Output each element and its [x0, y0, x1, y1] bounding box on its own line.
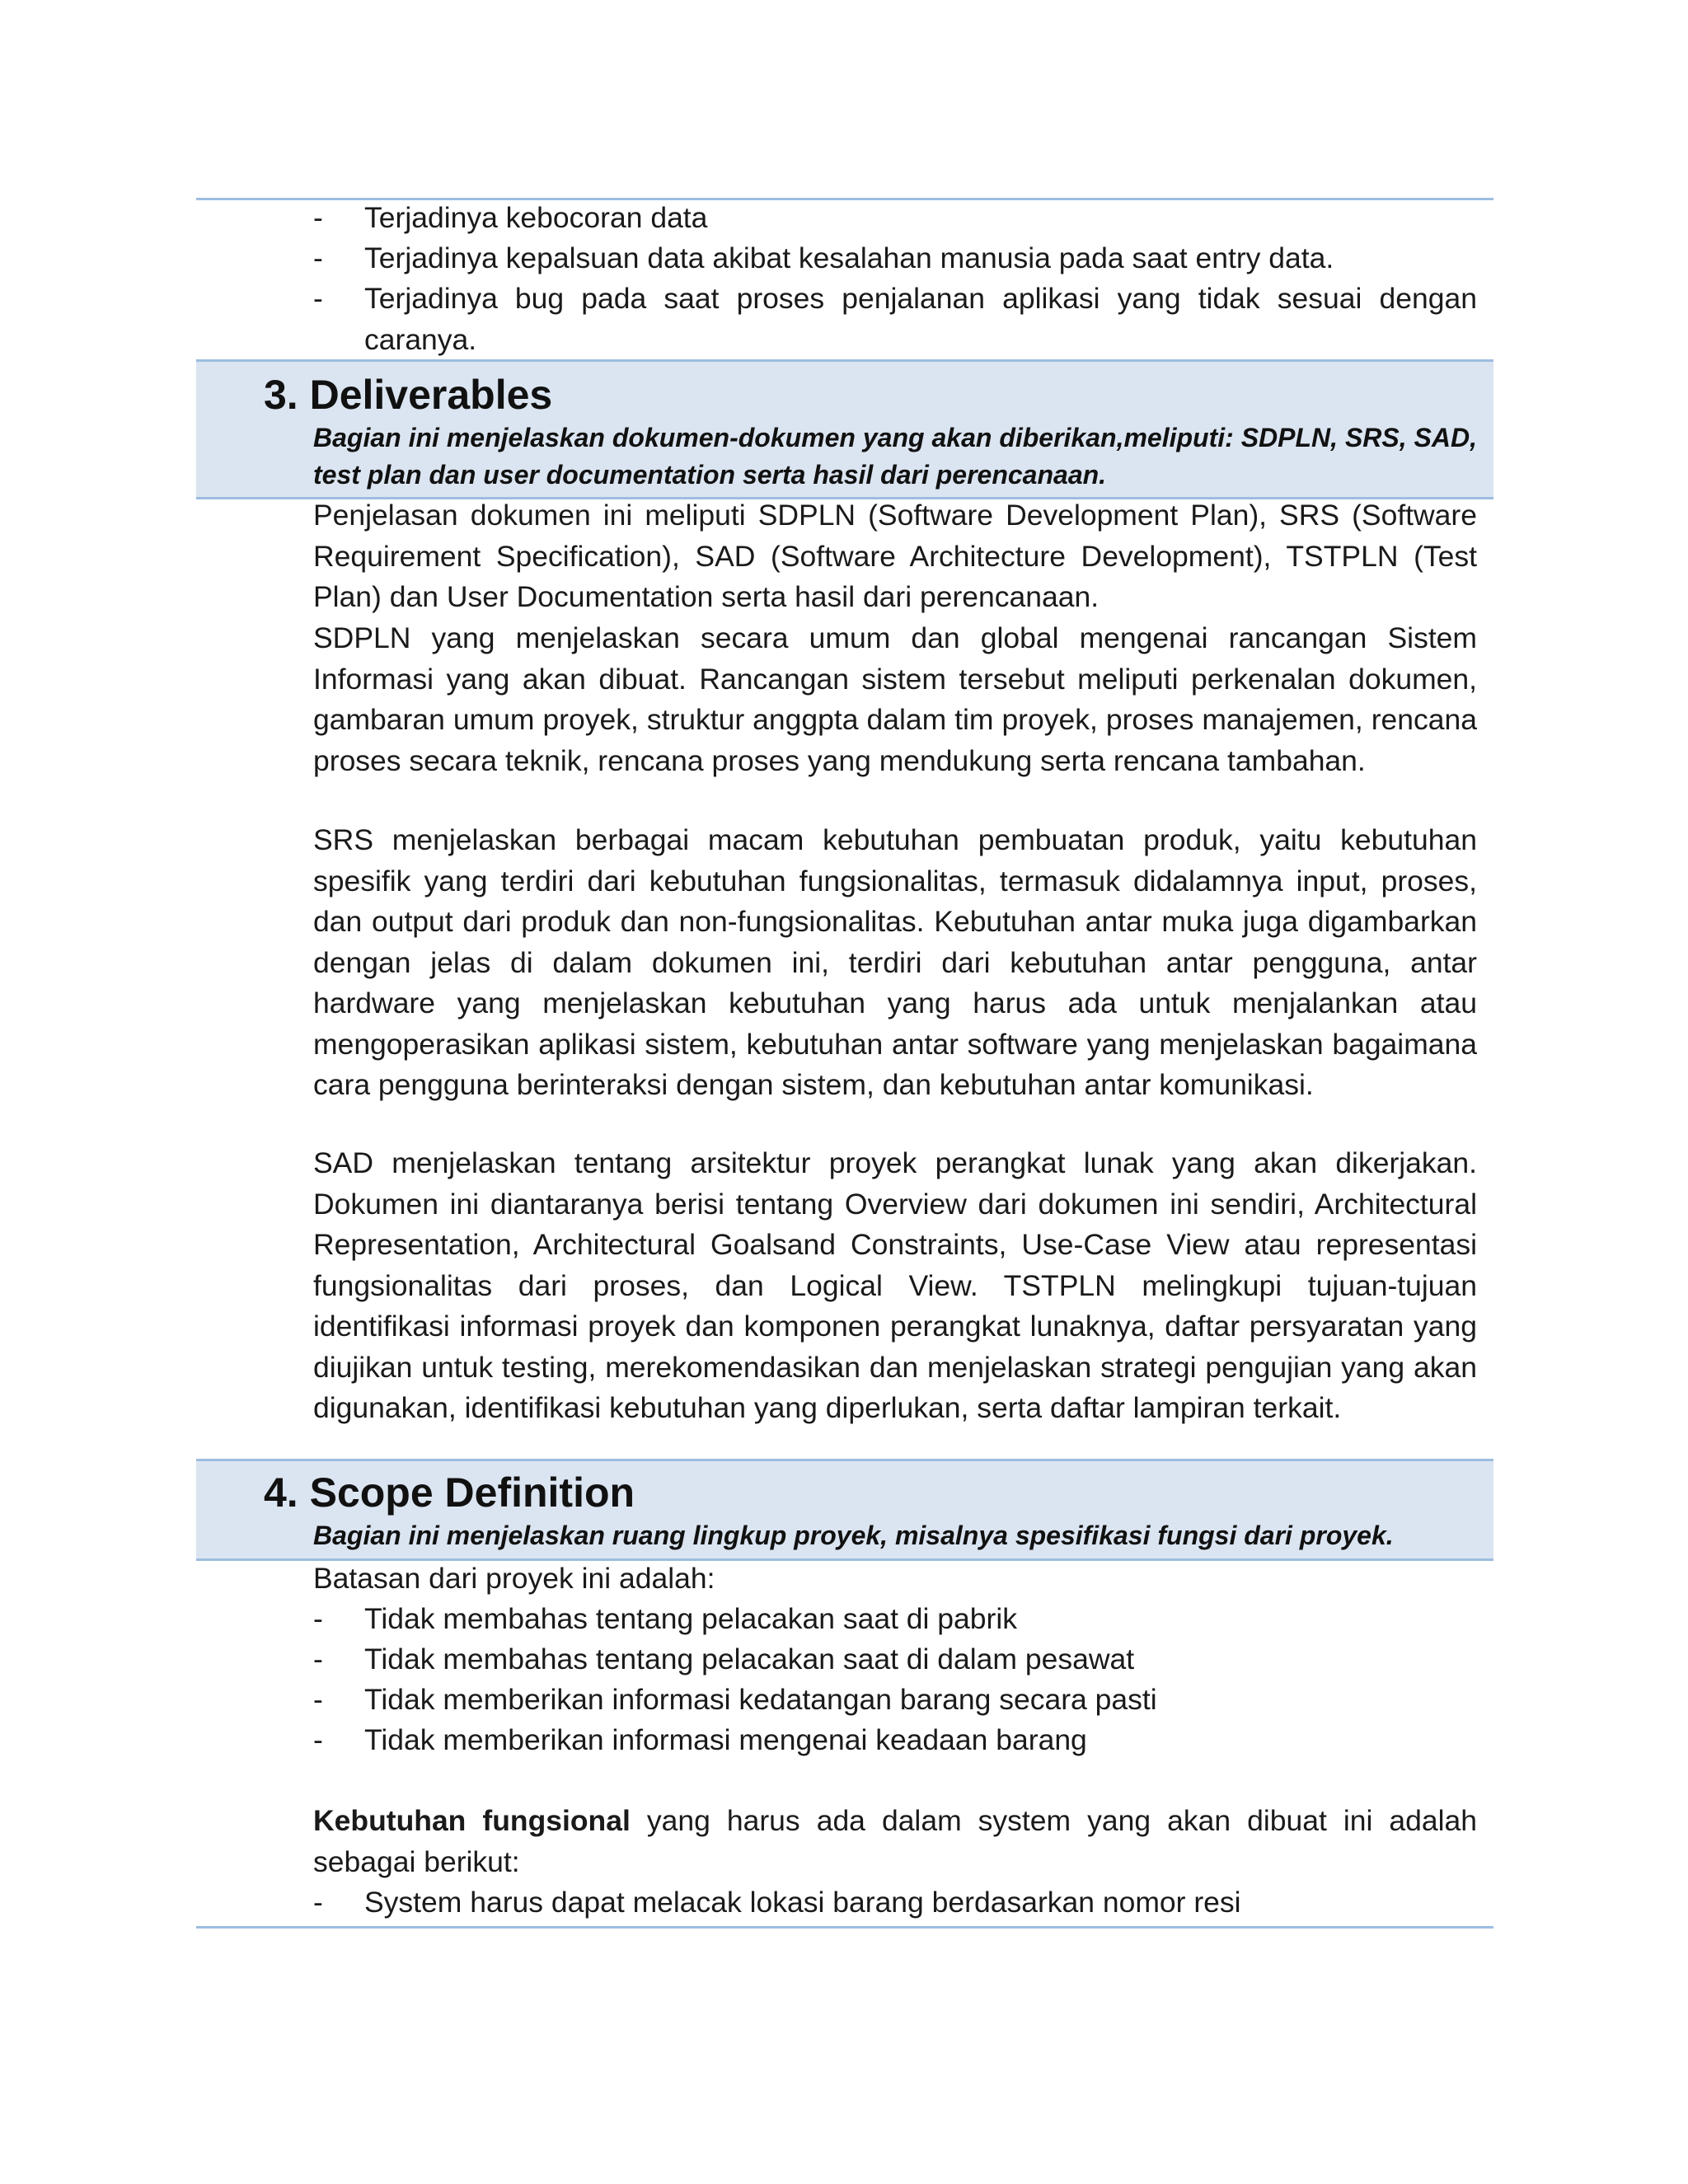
section-4-subtitle: Bagian ini menjelaskan ruang lingkup proyek, misalnya spesifikasi fungsi dari proyek. [313, 1521, 1394, 1550]
list-item [305, 1639, 1477, 1680]
section-3-header [196, 359, 1493, 499]
section-3-subtitle: Bagian ini menjelaskan dokumen-dokumen yang akan diberikan,meliputi: SDPLN, SRS, SAD, test plan dan user documentation serta hasil dari perencanaan. [313, 423, 1477, 490]
bullet-dash: - [313, 1886, 323, 1919]
paragraph: Batasan dari proyek ini adalah: [313, 1562, 715, 1595]
list-item-text: Terjadinya kebocoran data [364, 201, 708, 234]
list-item [305, 1882, 1477, 1924]
bullet-dash: - [313, 1643, 323, 1675]
list-item-text: Tidak membahas tentang pelacakan saat di dalam pesawat [364, 1643, 1135, 1675]
section-4-header [196, 1459, 1493, 1561]
bottom-rule [196, 1926, 1493, 1929]
bullet-dash: - [313, 241, 323, 274]
section-4-title: 4. Scope Definition [264, 1469, 635, 1516]
list-item-text: Tidak memberikan informasi mengenai keadaan barang [364, 1723, 1087, 1756]
list-item [305, 1599, 1477, 1640]
paragraph [313, 1801, 1477, 1882]
list-item-text: System harus dapat melacak lokasi barang berdasarkan nomor resi [364, 1886, 1241, 1919]
bullet-dash: - [313, 1602, 323, 1635]
section-3-title: 3. Deliverables [264, 372, 553, 418]
bullet-dash: - [313, 1723, 323, 1756]
paragraph-text: yang harus ada dalam system yang akan dibuat ini adalah sebagai berikut: [313, 1804, 1477, 1878]
list-item [305, 238, 1477, 279]
bullet-dash: - [313, 201, 323, 234]
list-item-text: Terjadinya bug pada saat proses penjalanan aplikasi yang tidak sesuai dengan caranya. [364, 282, 1477, 356]
bold-term: Kebutuhan fungsional [313, 1804, 631, 1837]
paragraph: Penjelasan dokumen ini meliputi SDPLN (Software Development Plan), SRS (Software Requirement Specification), SAD (Software Architecture Development), TSTPLN (Test Plan) dan User Documentation serta hasil dari perencanaan. [313, 499, 1477, 613]
list-item [305, 1680, 1477, 1721]
list-item-text: Terjadinya kepalsuan data akibat kesalahan manusia pada saat entry data. [364, 241, 1334, 274]
list-item-text: Tidak memberikan informasi kedatangan barang secara pasti [364, 1683, 1157, 1716]
list-item [305, 1720, 1477, 1761]
paragraph: SDPLN yang menjelaskan secara umum dan global mengenai rancangan Sistem Informasi yang akan dibuat. Rancangan sistem tersebut meliputi perkenalan dokumen, gambaran umum proyek, struktur anggpta dalam tim proyek, proses manajemen, rencana proses secara teknik, rencana proses yang mendukung serta rencana tambahan. [313, 621, 1477, 777]
bullet-dash: - [313, 1683, 323, 1716]
list-item [305, 279, 1477, 360]
paragraph: SAD menjelaskan tentang arsitektur proyek perangkat lunak yang akan dikerjakan. Dokumen ini diantaranya berisi tentang Overview dari dokumen ini sendiri, Architectural Representation, Architectural Goalsand Constraints, Use-Case View atau representasi fungsionalitas dari proses, dan Logical View. TSTPLN melingkupi tujuan-tujuan identifikasi informasi proyek dan komponen perangkat lunaknya, daftar persyaratan yang diujikan untuk testing, merekomendasikan dan menjelaskan strategi pengujian yang akan digunakan, identifikasi kebutuhan yang diperlukan, serta daftar lampiran terkait. [313, 1146, 1477, 1424]
bullet-dash: - [313, 282, 323, 315]
paragraph: SRS menjelaskan berbagai macam kebutuhan pembuatan produk, yaitu kebutuhan spesifik yang terdiri dari kebutuhan fungsionalitas, termasuk didalamnya input, proses, dan output dari produk dan non-fungsionalitas. Kebutuhan antar muka juga digambarkan dengan jelas di dalam dokumen ini, terdiri dari kebutuhan antar pengguna, antar hardware yang menjelaskan kebutuhan yang harus ada untuk menjalankan atau mengoperasikan aplikasi sistem, kebutuhan antar software yang menjelaskan bagaimana cara pengguna berinteraksi dengan sistem, dan kebutuhan antar komunikasi. [313, 823, 1477, 1101]
list-item [305, 198, 1477, 239]
list-item-text: Tidak membahas tentang pelacakan saat di pabrik [364, 1602, 1017, 1635]
